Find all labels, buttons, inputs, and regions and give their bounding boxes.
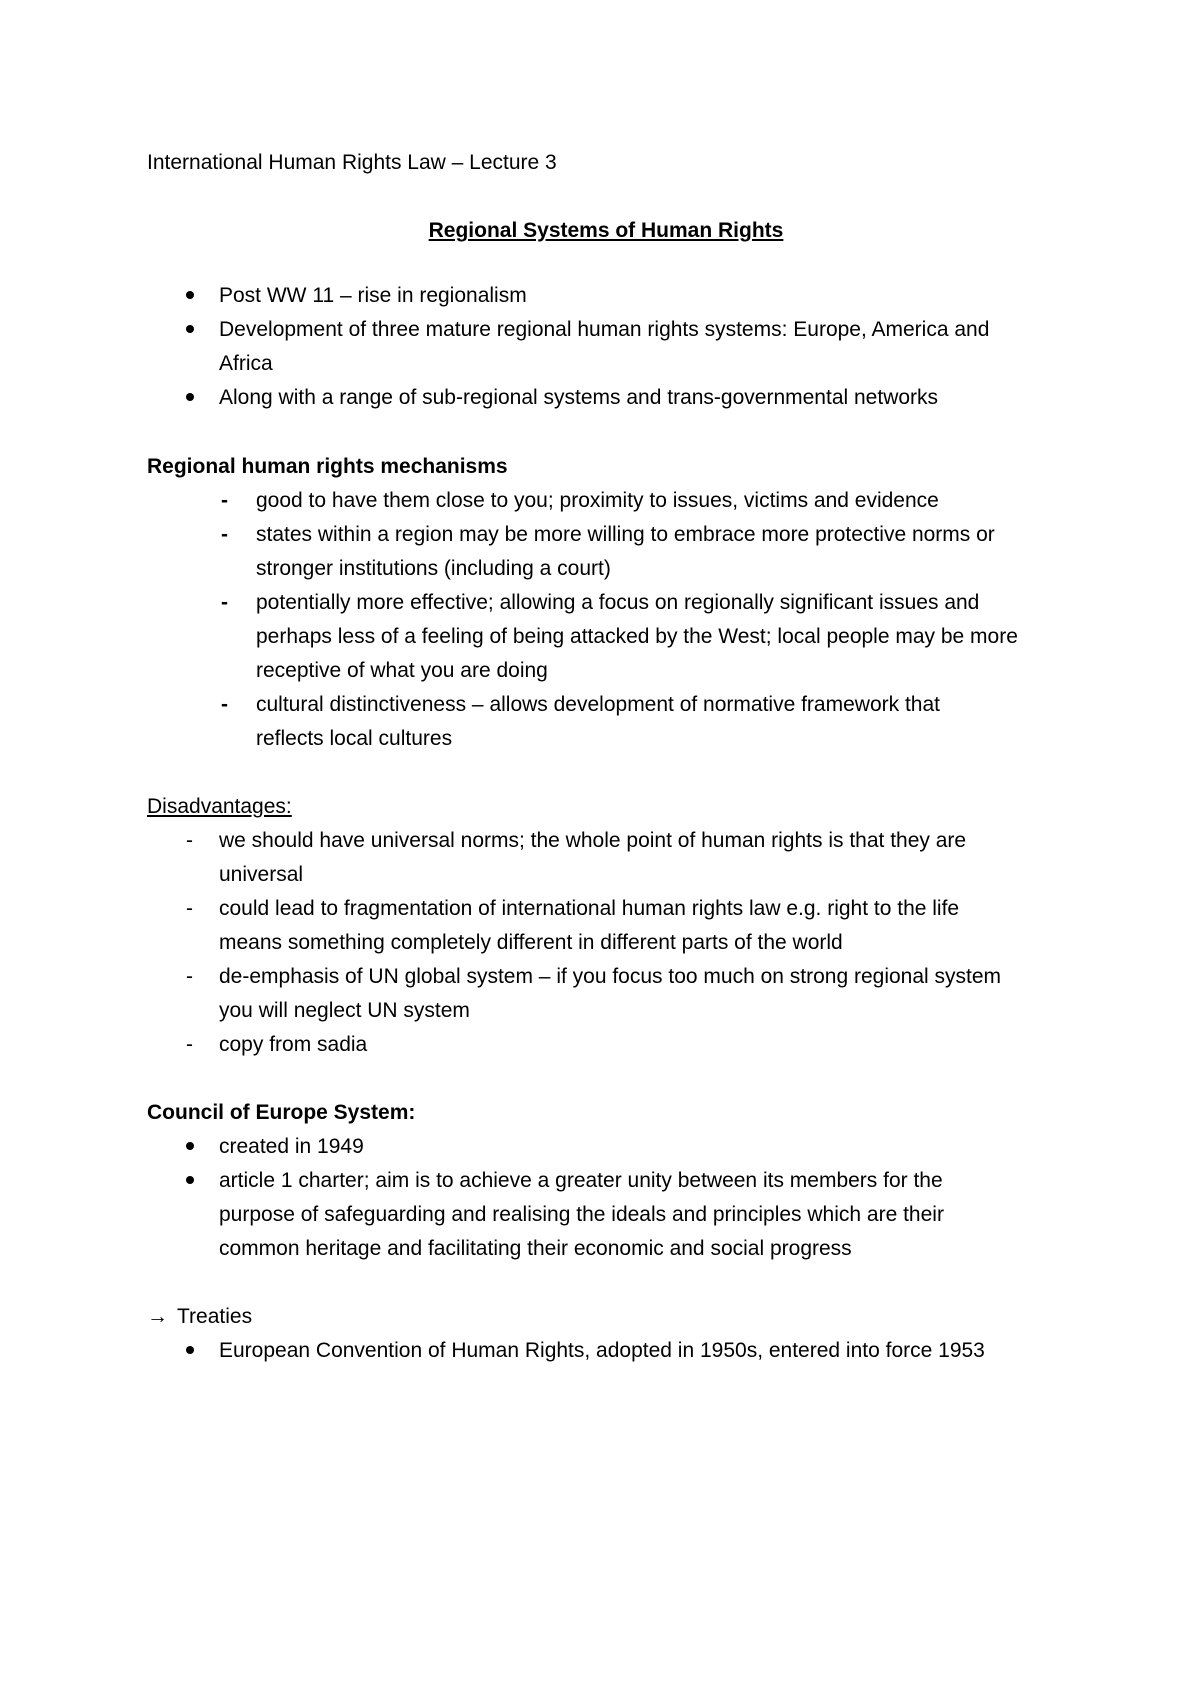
list-item: cultural distinctiveness – allows development of normative framework that <box>256 693 940 716</box>
bullet-icon <box>186 393 194 401</box>
list-item: Along with a range of sub-regional systems and trans-governmental networks <box>219 386 939 409</box>
dash-icon: - <box>186 1033 193 1056</box>
list-item: article 1 charter; aim is to achieve a greater unity between its members for the <box>219 1169 943 1192</box>
document-title: International Human Rights Law – Lecture 3 <box>147 151 557 174</box>
section-heading-council: Council of Europe System: <box>147 1101 416 1124</box>
list-item: European Convention of Human Rights, adopted in 1950s, entered into force 1953 <box>219 1339 985 1362</box>
section-heading-disadvantages: Disadvantages: <box>147 795 292 818</box>
section-heading-treaties: Treaties <box>177 1305 253 1328</box>
list-item-continuation: you will neglect UN system <box>219 999 470 1022</box>
list-item-continuation: universal <box>219 863 304 886</box>
list-item: Post WW 11 – rise in regionalism <box>219 284 527 307</box>
dash-icon: - <box>221 489 228 512</box>
bullet-icon <box>186 291 194 299</box>
bullet-icon <box>186 1176 194 1184</box>
list-item-continuation: common heritage and facilitating their economic and social progress <box>219 1237 852 1260</box>
bullet-icon <box>186 1346 194 1354</box>
arrow-icon: → <box>147 1305 168 1328</box>
dash-icon: - <box>221 591 228 614</box>
list-item-continuation: means something completely different in different parts of the world <box>219 931 843 954</box>
list-item-continuation: purpose of safeguarding and realising the ideals and principles which are their <box>219 1203 944 1226</box>
dash-icon: - <box>186 829 193 852</box>
bullet-icon <box>186 1142 194 1150</box>
list-item: we should have universal norms; the whole point of human rights is that they are <box>219 829 967 852</box>
bullet-icon <box>186 325 194 333</box>
main-heading: Regional Systems of Human Rights <box>428 219 784 242</box>
list-item-continuation: perhaps less of a feeling of being attacked by the West; local people may be more <box>256 625 1018 648</box>
list-item: good to have them close to you; proximity to issues, victims and evidence <box>256 489 939 512</box>
list-item: states within a region may be more willing to embrace more protective norms or <box>256 523 995 546</box>
list-item-continuation: stronger institutions (including a court) <box>256 557 611 580</box>
list-item: copy from sadia <box>219 1033 368 1056</box>
dash-icon: - <box>221 523 228 546</box>
list-item: potentially more effective; allowing a focus on regionally significant issues and <box>256 591 980 614</box>
dash-icon: - <box>186 965 193 988</box>
list-item: could lead to fragmentation of international human rights law e.g. right to the life <box>219 897 960 920</box>
list-item: created in 1949 <box>219 1135 364 1158</box>
dash-icon: - <box>186 897 193 920</box>
list-item-continuation: reflects local cultures <box>256 727 453 750</box>
section-heading-mechanisms: Regional human rights mechanisms <box>147 455 508 478</box>
list-item-continuation: Africa <box>219 352 273 375</box>
dash-icon: - <box>221 693 228 716</box>
list-item: Development of three mature regional human rights systems: Europe, America and <box>219 318 990 341</box>
list-item-continuation: receptive of what you are doing <box>256 659 548 682</box>
list-item: de-emphasis of UN global system – if you focus too much on strong regional system <box>219 965 1002 988</box>
